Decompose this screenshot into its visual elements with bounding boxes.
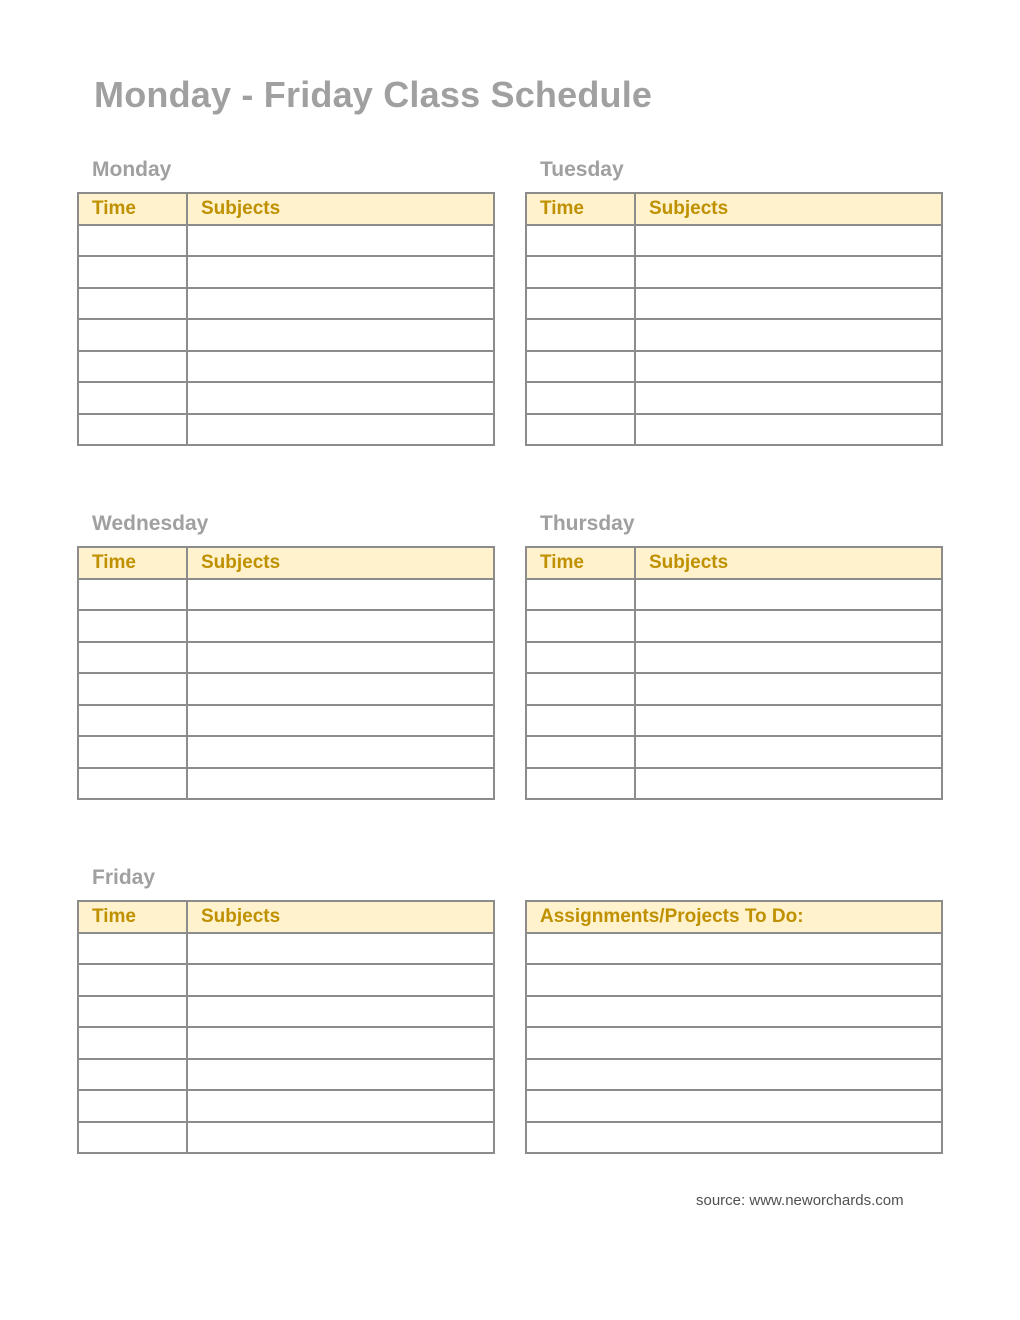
subject-cell[interactable] <box>187 736 494 768</box>
schedule-table <box>77 192 495 446</box>
tuesday-section <box>525 156 943 446</box>
table-row <box>78 319 494 351</box>
table-row <box>78 288 494 320</box>
table-row <box>526 996 942 1028</box>
table-row <box>526 964 942 996</box>
time-cell[interactable] <box>78 964 187 996</box>
assignment-cell[interactable] <box>526 1090 942 1122</box>
time-cell[interactable] <box>526 768 635 800</box>
thursday-section <box>525 510 943 800</box>
table-body <box>526 933 942 1154</box>
table-row <box>526 642 942 674</box>
schedule-table <box>77 546 495 800</box>
subjects-column-header: Subjects <box>187 901 494 933</box>
table-row <box>526 1090 942 1122</box>
time-cell[interactable] <box>78 288 187 320</box>
subject-cell[interactable] <box>635 382 942 414</box>
time-cell[interactable] <box>78 673 187 705</box>
assignments-header: Assignments/Projects To Do: <box>526 901 942 933</box>
time-cell[interactable] <box>526 736 635 768</box>
schedule-table <box>77 900 495 1154</box>
table-row <box>526 610 942 642</box>
table-row <box>78 705 494 737</box>
subject-cell[interactable] <box>187 225 494 257</box>
table-row <box>78 382 494 414</box>
table-row <box>526 319 942 351</box>
table-row <box>526 736 942 768</box>
table-row <box>526 1122 942 1154</box>
subject-cell[interactable] <box>635 414 942 446</box>
table-body <box>526 225 942 446</box>
table-header-row <box>78 547 494 579</box>
table-header-row <box>526 547 942 579</box>
subject-cell[interactable] <box>187 1027 494 1059</box>
table-row <box>78 642 494 674</box>
subjects-column-header: Subjects <box>635 547 942 579</box>
schedule-table <box>525 546 943 800</box>
subjects-column-header: Subjects <box>187 193 494 225</box>
subject-cell[interactable] <box>187 1090 494 1122</box>
assignment-cell[interactable] <box>526 1027 942 1059</box>
time-cell[interactable] <box>526 610 635 642</box>
subject-cell[interactable] <box>187 1122 494 1154</box>
table-row <box>526 1027 942 1059</box>
day-label: Friday <box>92 866 156 889</box>
wednesday-section <box>77 510 495 800</box>
assignment-cell[interactable] <box>526 1122 942 1154</box>
subject-cell[interactable] <box>635 705 942 737</box>
time-cell[interactable] <box>526 642 635 674</box>
time-column-header: Time <box>78 901 187 933</box>
time-cell[interactable] <box>526 673 635 705</box>
subject-cell[interactable] <box>187 382 494 414</box>
subject-cell[interactable] <box>635 288 942 320</box>
time-cell[interactable] <box>78 319 187 351</box>
table-body <box>526 579 942 800</box>
table-row <box>526 1059 942 1091</box>
table-row <box>78 673 494 705</box>
time-cell[interactable] <box>526 705 635 737</box>
table-row <box>78 1122 494 1154</box>
table-row <box>78 996 494 1028</box>
subject-cell[interactable] <box>187 705 494 737</box>
time-cell[interactable] <box>526 414 635 446</box>
time-cell[interactable] <box>78 256 187 288</box>
subject-cell[interactable] <box>187 579 494 611</box>
subject-cell[interactable] <box>635 225 942 257</box>
time-cell[interactable] <box>78 225 187 257</box>
time-column-header: Time <box>526 547 635 579</box>
subject-cell[interactable] <box>635 768 942 800</box>
table-row <box>78 1027 494 1059</box>
table-row <box>526 414 942 446</box>
table-body <box>78 933 494 1154</box>
time-cell[interactable] <box>78 705 187 737</box>
subjects-column-header: Subjects <box>187 547 494 579</box>
time-cell[interactable] <box>78 642 187 674</box>
time-cell[interactable] <box>78 382 187 414</box>
table-row <box>526 225 942 257</box>
subjects-column-header: Subjects <box>635 193 942 225</box>
monday-section <box>77 156 495 446</box>
subject-cell[interactable] <box>635 736 942 768</box>
time-cell[interactable] <box>78 736 187 768</box>
subject-cell[interactable] <box>187 288 494 320</box>
assignment-cell[interactable] <box>526 933 942 965</box>
time-column-header: Time <box>78 193 187 225</box>
day-label: Thursday <box>540 512 635 535</box>
time-cell[interactable] <box>78 351 187 383</box>
subject-cell[interactable] <box>635 319 942 351</box>
time-column-header: Time <box>526 193 635 225</box>
subject-cell[interactable] <box>635 256 942 288</box>
table-row <box>526 382 942 414</box>
friday-section <box>77 864 495 1154</box>
time-cell[interactable] <box>78 996 187 1028</box>
subject-cell[interactable] <box>635 610 942 642</box>
table-row <box>78 933 494 965</box>
subject-cell[interactable] <box>187 964 494 996</box>
subject-cell[interactable] <box>187 610 494 642</box>
time-cell[interactable] <box>78 1090 187 1122</box>
table-row <box>78 1090 494 1122</box>
time-cell[interactable] <box>78 1122 187 1154</box>
time-cell[interactable] <box>526 579 635 611</box>
time-cell[interactable] <box>526 288 635 320</box>
subject-cell[interactable] <box>187 351 494 383</box>
time-cell[interactable] <box>78 579 187 611</box>
subject-cell[interactable] <box>187 1059 494 1091</box>
table-header-row <box>78 901 494 933</box>
assignments-table <box>525 900 943 1154</box>
subject-cell[interactable] <box>187 414 494 446</box>
table-row <box>78 736 494 768</box>
table-row <box>78 414 494 446</box>
subject-cell[interactable] <box>635 351 942 383</box>
time-cell[interactable] <box>526 256 635 288</box>
time-cell[interactable] <box>78 1027 187 1059</box>
table-header-row <box>526 193 942 225</box>
day-label: Monday <box>92 158 172 181</box>
table-header-row <box>526 901 942 933</box>
table-row <box>78 579 494 611</box>
table-body <box>78 225 494 446</box>
table-row <box>78 225 494 257</box>
time-cell[interactable] <box>78 610 187 642</box>
assignments-section <box>525 900 943 1154</box>
time-cell[interactable] <box>78 414 187 446</box>
table-row <box>526 705 942 737</box>
assignment-cell[interactable] <box>526 964 942 996</box>
day-label: Tuesday <box>540 158 624 181</box>
page-title: Monday - Friday Class Schedule <box>94 74 653 115</box>
table-body <box>78 579 494 800</box>
subject-cell[interactable] <box>187 319 494 351</box>
table-row <box>78 610 494 642</box>
subject-cell[interactable] <box>187 642 494 674</box>
table-row <box>78 964 494 996</box>
table-row <box>526 288 942 320</box>
time-cell[interactable] <box>526 351 635 383</box>
table-row <box>526 256 942 288</box>
table-row <box>78 351 494 383</box>
table-row <box>526 351 942 383</box>
time-cell[interactable] <box>526 225 635 257</box>
source-credit: source: www.neworchards.com <box>696 1192 904 1209</box>
assignment-cell[interactable] <box>526 996 942 1028</box>
table-row <box>78 768 494 800</box>
table-row <box>78 1059 494 1091</box>
time-cell[interactable] <box>78 1059 187 1091</box>
table-row <box>78 256 494 288</box>
subject-cell[interactable] <box>187 256 494 288</box>
subject-cell[interactable] <box>635 642 942 674</box>
table-row <box>526 768 942 800</box>
subject-cell[interactable] <box>187 996 494 1028</box>
subject-cell[interactable] <box>187 933 494 965</box>
subject-cell[interactable] <box>187 673 494 705</box>
table-header-row <box>78 193 494 225</box>
subject-cell[interactable] <box>635 673 942 705</box>
assignment-cell[interactable] <box>526 1059 942 1091</box>
time-cell[interactable] <box>526 382 635 414</box>
table-row <box>526 579 942 611</box>
table-row <box>526 673 942 705</box>
time-cell[interactable] <box>526 319 635 351</box>
time-cell[interactable] <box>78 768 187 800</box>
schedule-table <box>525 192 943 446</box>
time-cell[interactable] <box>78 933 187 965</box>
subject-cell[interactable] <box>635 579 942 611</box>
day-label: Wednesday <box>92 512 209 535</box>
subject-cell[interactable] <box>187 768 494 800</box>
table-row <box>526 933 942 965</box>
time-column-header: Time <box>78 547 187 579</box>
